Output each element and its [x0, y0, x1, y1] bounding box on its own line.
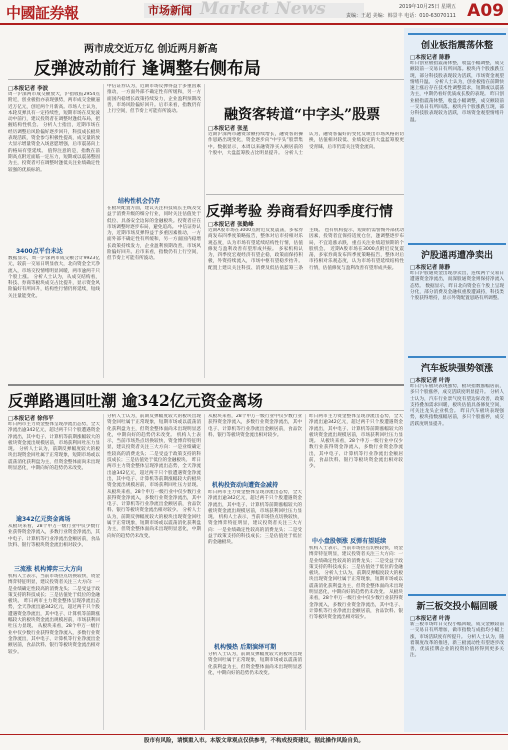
sidebar-title-4: 新三板交投小幅回暖	[416, 602, 498, 612]
outflow-body-col3c	[208, 652, 302, 730]
outflow-paragraph: 昨日两市主力资金整体呈现净流出态势，全天净流出逾342亿元，超过两千只个股遭遇资金净流出，其中电子、计算机等前期涨幅较大的板块资金流出规模居前，市场获利回吐压力显现。	[8, 422, 100, 453]
sidebar-paragraph: 昨日沪股通资金出现净卖出，连续两个交易日遭遇资金净流出，而深股通资金则保持净流入态势。	[410, 271, 504, 289]
financing-byline: □本报记者 张星	[208, 126, 249, 132]
col2-subhead: 结构性机会仍存	[118, 198, 161, 205]
sidebar-title-bar	[408, 356, 506, 358]
col2-body-2	[107, 206, 201, 376]
outflow-paragraph: 昨日两市主力资金整体呈现净流出态势，全天净流出逾342亿元，超过两千只个股遭遇资金净流出，其中电子、计算机等前期涨幅较大的板块资金流出规模居前，市场获利回吐压力显现。	[208, 490, 302, 521]
outflow-headline-rule	[8, 410, 404, 411]
main-paragraph: 数据显示，周一沪深两市成交额合计9923亿元，较前一交易日明显放大，北向资金全天净流入，市场交投情绪明显回暖，两市逾两千只个股上涨。	[8, 256, 100, 280]
outflow-subhead-2: 三流涨 机构博弈三大方向	[14, 566, 83, 573]
outflow-body-col4b	[309, 546, 403, 730]
sidebar-body-1	[410, 61, 504, 229]
outflow-paragraph: 分析人士认为，前期反弹幅度较大的板块出现资金回吐属于正常现象，短期市场或以震荡消化获利盘为主，但资金整体面尚未出现明显恶化，中期向好的趋势仍未改变。	[8, 447, 100, 472]
issue-editor: 责编：王超 美编：韩景丰 电话：010-63070111	[346, 13, 456, 19]
outflow-paragraph: 机构人士表示，当前市场热点切换较快，资金博弈特征明显，建议投资者关注三大方向：一是业绩确定性较高的消费龙头；二是受益于政策支持的科技成长；三是估值处于低位的金融板块。	[107, 432, 201, 464]
outflow-paragraph: 机构人士表示，当前市场热点切换较快，资金博弈特征明显，建议投资者关注三大方向：一是业绩确定性较高的消费龙头；二是受益于政策支持的科技成长；三是估值处于低位的金融板块。	[208, 515, 302, 546]
financing-paragraph: 近期沪深两市融资余额持续增长，融资客的操作思路出现变化，资金逐步向“中字头”股票集中。数据显示，本周以来融资净买入额居前的个股中，大盘蓝筹股占比明显提升。	[208, 132, 303, 156]
outflow-paragraph: 分析人士认为，前期反弹幅度较大的板块出现资金回吐属于正常现象，短期市场或以震荡消化获利盘为主，但资金整体面尚未出现明显恶化，中期向好的趋势仍未改变。	[107, 508, 201, 539]
outflow-paragraph: 从板块来看，28个申万一级行业中仅少数行业获得资金净流入，多数行业资金净流出，其中电子、计算机等行业净流出金额居前，食品饮料、银行等板块资金流出相对较少。	[309, 439, 403, 470]
column-divider	[204, 84, 205, 378]
sidebar-title-1: 创业板指震荡休整	[420, 41, 493, 51]
sidebar-title-bar	[408, 594, 506, 596]
outflow-body-col1c	[8, 574, 100, 730]
reports-byline: □本报记者 张勤峰	[208, 222, 254, 228]
section-title: 市场新闻	[148, 4, 192, 17]
main-paragraph: 分析人士指出，近期市场在经历调整后风险偏好逐步回升，科技成长板块表现活跃，资金参与积极性提高，成交量的放大显示增量资金入场意愿增强，后市震荡向上的格局有望延续。	[8, 123, 100, 154]
outflow-paragraph: 从板块来看，28个申万一级行业中仅少数行业获得资金净流入，多数行业资金净流出，其中电子、计算机等行业净流出金额居前，食品饮料、银行等板块资金流出相对较少。	[8, 524, 100, 548]
main-paragraph: 分析人士认为，从成交结构看，科技、券商等板块成交占比提升，显示资金风险偏好有所回升，结构性行情仍将延续，短线关注量能变化。	[8, 274, 100, 299]
outflow-paragraph: 从板块来看，28个申万一级行业中仅少数行业获得资金净流入，多数行业资金净流出，其中电子、计算机等行业净流出金额居前，食品饮料、银行等板块资金流出相对较少。	[208, 414, 302, 438]
column-divider	[103, 84, 104, 378]
reports-body	[208, 228, 404, 378]
issue-date: 2019年10月25日 星期五	[398, 4, 456, 10]
sidebar-title-bar	[408, 243, 506, 245]
outflow-paragraph: 分析人士认为，前期反弹幅度较大的板块出现资金回吐属于正常现象，短期市场或以震荡消化获利盘为主，但资金整体面尚未出现明显恶化，中期向好的趋势仍未改变。	[309, 571, 403, 596]
sidebar-paragraph: 昨日汽车板块表现强势，板块指数涨幅居前，多只个股涨停，成交活跃度明显提升。	[410, 384, 504, 396]
col2-body-1	[107, 84, 201, 194]
outflow-paragraph: 分析人士认为，前期反弹幅度较大的板块出现资金回吐属于正常现象，短期市场或以震荡消化获利盘为主，但资金整体面尚未出现明显恶化，中期向好的趋势仍未改变。	[208, 652, 302, 676]
outflow-paragraph: 昨日两市主力资金整体呈现净流出态势，全天净流出逾342亿元，超过两千只个股遭遇资金净流出，其中电子、计算机等前期涨幅较大的板块资金流出规模居前，市场获利回吐压力显现。	[8, 599, 100, 630]
outflow-subhead-5: 中小盘股领涨 反弹有望延续	[312, 538, 387, 545]
outflow-paragraph: 机构人士表示，当前市场热点切换较快，资金博弈特征明显，建议投资者关注三大方向：一是业绩确定性较高的消费龙头；二是受益于政策支持的科技成长；三是估值处于低位的金融板块。	[309, 546, 403, 577]
sidebar-paragraph: 昨日创业板指震荡休整，收盘小幅调整，成交额较前一交易日有所回落。板块内个股涨跌互现，部分科技股表现较为活跃，市场资金观望情绪升温。	[410, 92, 504, 123]
reports-paragraph: 多家机构认为，四季度宏观经济有望企稳，政策面保持积极，外资持续流入，市场中枢有望稳步抬升。配置上建议关注科技、消费及低估值蓝筹三条主线。	[208, 228, 324, 271]
outflow-paragraph: 昨日两市主力资金整体呈现净流出态势，全天净流出逾342亿元，超过两千只个股遭遇资金净流出，其中电子、计算机等前期涨幅较大的板块资金流出规模居前，市场获利回吐压力显现。	[107, 458, 201, 489]
outflow-paragraph: 从板块来看，28个申万一级行业中仅少数行业获得资金净流入，多数行业资金净流出，其中电子、计算机等行业净流出金额居前，食品饮料、银行等板块资金流出相对较少。	[8, 624, 100, 655]
section-divider	[8, 384, 404, 386]
sidebar-body-4	[410, 622, 504, 730]
financing-headline: 融资客转道“中字头”股票	[224, 107, 381, 123]
outflow-body-col2	[107, 414, 201, 730]
outflow-body-col4	[309, 414, 403, 534]
main-paragraph: 周一沪深两市成交额放大，沪指收报2954点附近，创业板指亦表现强势，两市成交金额逼近万亿元，创近两个月新高。市场人士认为，本轮反弹具有一定持续性，短期市场在反复波动中前行，建议投资者在调整时逢低布局，把握结构性机会。	[8, 92, 100, 129]
sidebar-byline-4: □本报记者 叶涛	[410, 616, 451, 622]
outflow-paragraph: 昨日两市主力资金整体呈现净流出态势，全天净流出逾342亿元，超过两千只个股遭遇资金净流出，其中电子、计算机等前期涨幅较大的板块资金流出规模居前，市场获利回吐压力显现。	[309, 414, 403, 445]
footer-rule	[0, 734, 508, 735]
outflow-paragraph: 从板块来看，28个申万一级行业中仅少数行业获得资金净流入，多数行业资金净流出，其中电子、计算机等行业净流出金额居前，食品饮料、银行等板块资金流出相对较少。	[107, 489, 201, 514]
main-body-2	[8, 256, 100, 376]
outflow-subhead-1: 逾342亿元资金离场	[16, 516, 71, 523]
outflow-body-col3b	[208, 490, 302, 640]
reports-paragraph: 也有机构提示，短期仍需警惕外部扰动因素，投资者宜保持适度仓位，逢调整逐步布局，不宜追涨杀跌，重点关注业绩超预期的个股机会。	[309, 228, 404, 252]
outflow-subhead-4: 机构慢热 后期演绎可期	[214, 644, 277, 651]
col2-paragraph: 中信证券认为，近期市场反弹得益于多重因素推动，一方面外部不确定性有所缓和，另一方面国内稳增长政策持续发力，企业盈利预期改善，市场风险偏好回升。后市来看，指数仍有上行空间，但节奏上可能有所波动。	[107, 84, 201, 115]
footer-disclaimer: 股市有风险，请慎重入市。本版文章观点仅供参考，不构成投资建议，据此操作风险自负。	[143, 738, 364, 744]
sidebar-paragraph: 分析人士认为，随着制度改革的推进，新三板流动性有望逐步改善，优质挂牌企业的投资价值将得到更多关注。	[410, 634, 504, 659]
sidebar-paragraph: 数据显示，昨日北向资金在个股上呈现分化，部分消费及金融权重股遭减持，科技类个股获得增持，显示外资配置思路有所调整。	[410, 283, 504, 302]
column-divider	[204, 414, 205, 730]
header-rule	[0, 23, 508, 25]
outflow-paragraph: 机构人士表示，当前市场热点切换较快，资金博弈特征明显，建议投资者关注三大方向：一是业绩确定性较高的消费龙头；二是受益于政策支持的科技成长；三是估值处于低位的金融板块。	[8, 574, 100, 605]
col2-paragraph: 中信证券认为，近期市场反弹得益于多重因素推动，一方面外部不确定性有所缓和，另一方面国内稳增长政策持续发力，企业盈利预期改善，市场风险偏好回升。后市来看，指数仍有上行空间，但节奏上可能有所波动。	[107, 224, 201, 262]
main-paragraph: 值得注意的是，指数在前期高点附近面临一定压力，短期或以震荡整固为主，投资者可在调整时逢低关注业绩确定性较强的优质标的。	[8, 148, 100, 173]
outflow-headline: 反弹路遇回吐潮 逾342亿元资金离场	[8, 391, 263, 410]
outflow-body-col3	[208, 414, 302, 478]
sidebar-title-3: 汽车板块强势领涨	[420, 364, 493, 374]
main-kicker: 两市成交近万亿 创近两月新高	[84, 44, 218, 55]
main-headline-rule	[8, 79, 404, 80]
outflow-paragraph: 从板块来看，28个申万一级行业中仅少数行业获得资金净流入，多数行业资金净流出，其中电子、计算机等行业净流出金额居前，食品饮料、银行等板块资金流出相对较少。	[309, 590, 403, 621]
column-divider	[305, 414, 306, 730]
financing-body	[208, 132, 404, 190]
masthead	[0, 0, 508, 26]
reports-paragraph: 近期A股市场在3000点附近反复震荡，多家券商发布四季度策略报告，整体对后市持相对乐观态度，认为市场有望延续结构性行情，估值修复与盈利改善有望形成共振。	[208, 228, 303, 252]
financing-paragraph: 分析人士认为，融资客偏好的变化反映出市场风格的切换，估值相对较低、业绩稳定的大盘蓝筹股更受青睐，后市仍需关注资金流向。	[284, 132, 404, 156]
outflow-body-col1	[8, 422, 100, 512]
sidebar-body-3	[410, 384, 504, 588]
story-divider	[206, 194, 404, 195]
sidebar-paragraph: 分析人士认为，汽车行业景气度有望边际改善，政策支持叠加需求回暖，板块估值具备修复空间，可关注龙头企业机会。	[410, 390, 504, 415]
sidebar-paragraph: 昨日汽车板块表现强势，板块指数涨幅居前，多只个股涨停，成交活跃度明显提升。	[410, 409, 504, 427]
sidebar-paragraph: 昨日创业板指震荡休整，收盘小幅调整，成交额较前一交易日有所回落。板块内个股涨跌互现，部分科技股表现较为活跃，市场资金观望情绪升温。	[410, 61, 504, 85]
sidebar-byline-2: □本报记者 陈静	[410, 265, 451, 271]
outflow-body-col1b	[8, 524, 100, 562]
reports-paragraph: 近期A股市场在3000点附近反复震荡，多家券商发布四季度策略报告，整体对后市持相对乐观态度，认为市场有望延续结构性行情，估值修复与盈利改善有望形成共振。	[309, 246, 404, 271]
sidebar-title-bar	[408, 33, 506, 35]
main-subhead: 3400点平台未达	[16, 248, 63, 255]
sidebar-paragraph: 新三板市场昨日交投小幅回暖，成交金额较前一交易日有所增加，做市指数与成指均小幅上涨，市场活跃度有所提升。	[410, 622, 504, 640]
outflow-subhead-3: 机构投资动向遭资金减持	[212, 482, 279, 489]
outflow-byline: □本报记者 徐伟平	[8, 416, 54, 422]
paper-name: 中國証券報	[6, 4, 79, 22]
main-body-1	[8, 92, 100, 244]
sidebar-body-2	[410, 271, 504, 349]
page-number: A09	[467, 1, 504, 21]
sidebar-title-2: 沪股通再遭净卖出	[420, 251, 493, 261]
main-headline: 反弹波动前行 逢调整右侧布局	[34, 59, 261, 79]
sidebar-paragraph: 分析人士认为，创业板指在前期快速上涨后存在技术性调整需求，短期或以震荡为主，中期仍看好优质成长股的表现。	[410, 79, 504, 98]
outflow-paragraph: 分析人士认为，前期反弹幅度较大的板块出现资金回吐属于正常现象，短期市场或以震荡消化获利盘为主，但资金整体面尚未出现明显恶化，中期向好的趋势仍未改变。	[107, 414, 201, 438]
reports-headline: 反弹考验 券商看好四季度行情	[206, 204, 393, 220]
sidebar-byline-3: □本报记者 叶涛	[410, 378, 451, 384]
main-byline: □本报记者 李波	[8, 86, 49, 92]
col2-paragraph: 在板块配置方面，建议关注科技成长主线及受益于消费升级的细分行业，同时关注估值处于低位、具备安全边际的金融板块。投资者应在市场调整时逐步布局，避免追高。	[107, 206, 201, 230]
sidebar-byline-1: □本报记者 陈静	[410, 55, 451, 61]
section-title-en: Market News	[200, 0, 326, 19]
column-divider	[103, 414, 104, 730]
